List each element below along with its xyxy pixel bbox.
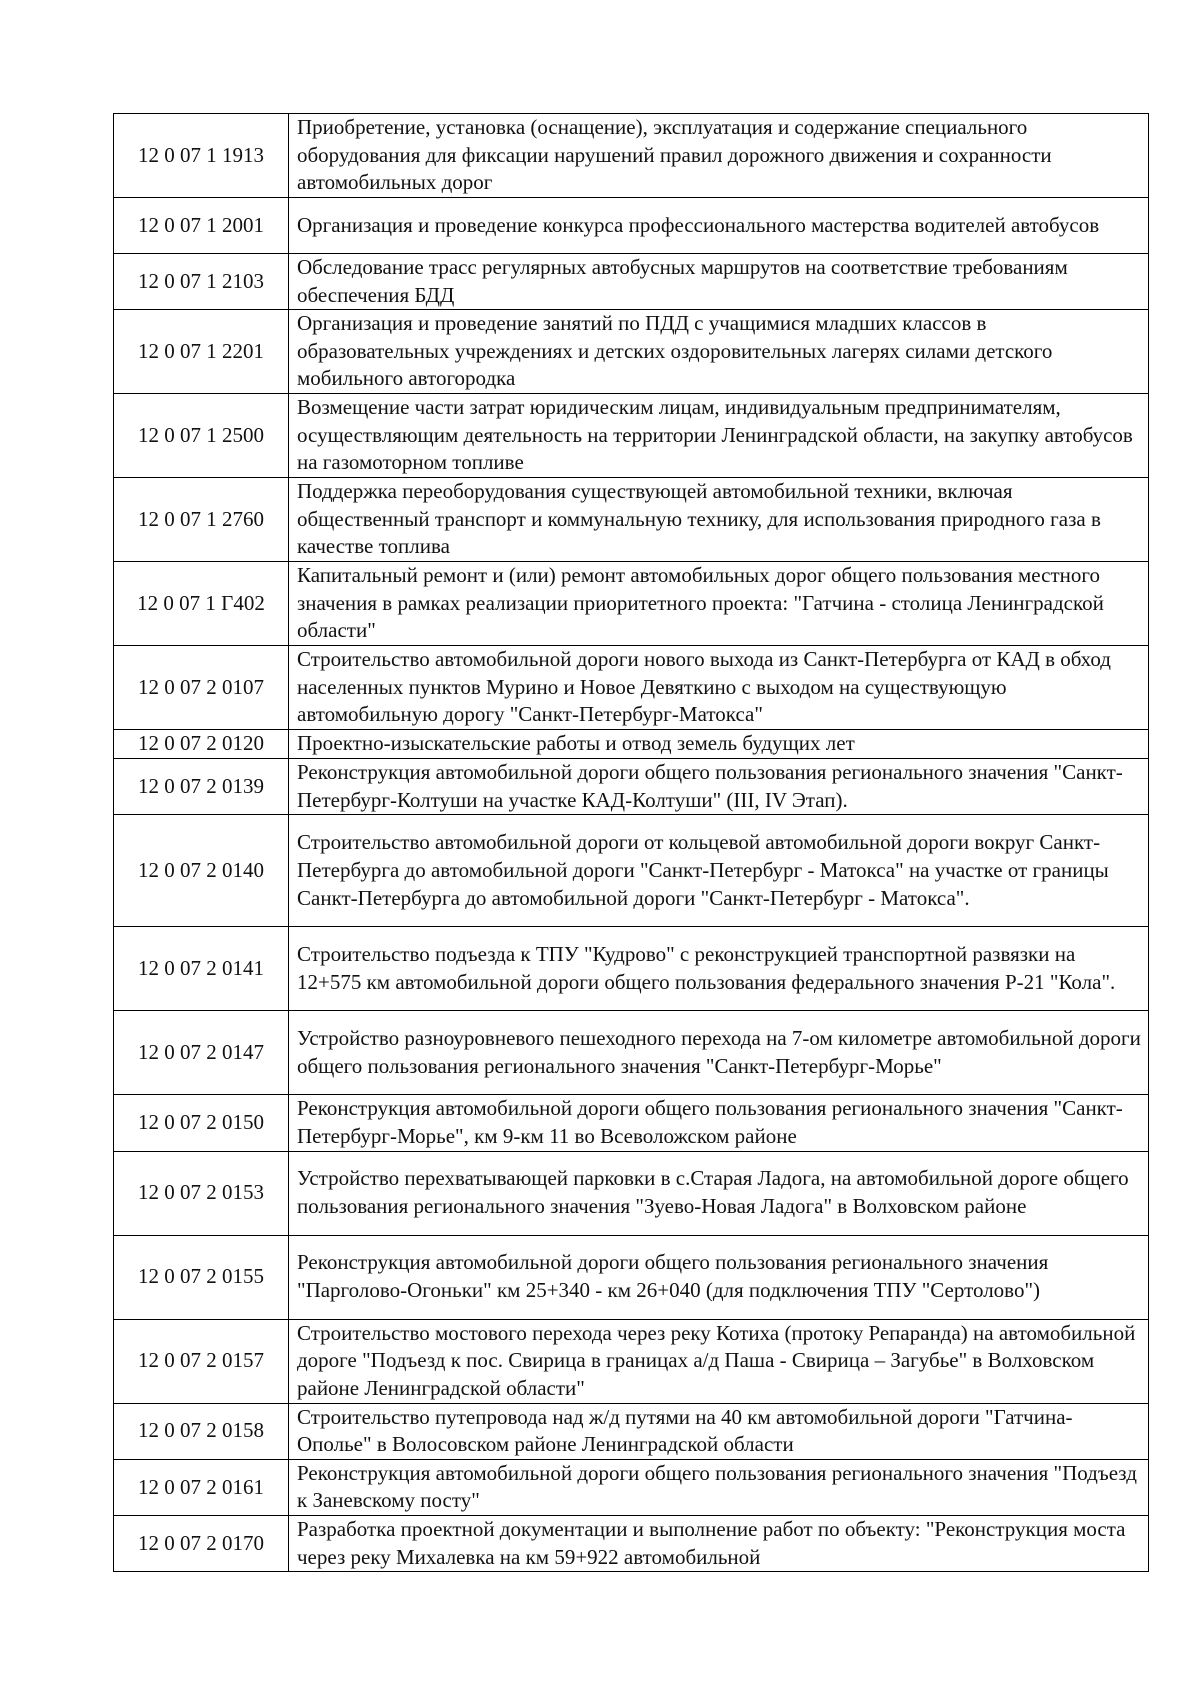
description-cell: Строительство подъезда к ТПУ "Кудрово" с реконструкцией транспортной развязки на 12+575 км автомобильной дороги общего пользования федерального значения Р-21 "Кола".	[289, 927, 1149, 1011]
code-cell: 12 0 07 1 2500	[114, 394, 289, 478]
code-cell: 12 0 07 2 0140	[114, 815, 289, 927]
description-cell: Возмещение части затрат юридическим лицам, индивидуальным предпринимателям, осуществляющим деятельность на территории Ленинградской области, на закупку автобусов на газомоторном топливе	[289, 394, 1149, 478]
code-cell: 12 0 07 2 0155	[114, 1235, 289, 1319]
table-row	[114, 815, 1149, 927]
description-cell: Проектно-изыскательские работы и отвод земель будущих лет	[289, 730, 1149, 759]
table-row	[114, 394, 1149, 478]
table-row	[114, 1151, 1149, 1235]
budget-code-table	[113, 113, 1149, 1572]
description-cell: Реконструкция автомобильной дороги общего пользования регионального значения "Подъезд к Заневскому посту"	[289, 1459, 1149, 1515]
table-row	[114, 254, 1149, 310]
table-body	[114, 114, 1149, 1572]
code-cell: 12 0 07 1 1913	[114, 114, 289, 198]
code-cell: 12 0 07 2 0153	[114, 1151, 289, 1235]
table-row	[114, 114, 1149, 198]
description-cell: Устройство разноуровневого пешеходного перехода на 7-ом километре автомобильной дороги общего пользования регионального значения "Санкт-Петербург-Морье"	[289, 1011, 1149, 1095]
table-row	[114, 1319, 1149, 1403]
code-cell: 12 0 07 1 Г402	[114, 562, 289, 646]
code-cell: 12 0 07 1 2760	[114, 478, 289, 562]
table-row	[114, 1235, 1149, 1319]
table-row	[114, 646, 1149, 730]
code-cell: 12 0 07 2 0147	[114, 1011, 289, 1095]
table-row	[114, 730, 1149, 759]
description-cell: Разработка проектной документации и выполнение работ по объекту: "Реконструкция моста через реку Михалевка на км 59+922 автомобильной	[289, 1515, 1149, 1571]
description-cell: Капитальный ремонт и (или) ремонт автомобильных дорог общего пользования местного значения в рамках реализации приоритетного проекта: "Гатчина - столица Ленинградской области"	[289, 562, 1149, 646]
table-row	[114, 1095, 1149, 1151]
code-cell: 12 0 07 2 0158	[114, 1403, 289, 1459]
description-cell: Поддержка переоборудования существующей автомобильной техники, включая общественный транспорт и коммунальную технику, для использования природного газа в качестве топлива	[289, 478, 1149, 562]
description-cell: Строительство путепровода над ж/д путями на 40 км автомобильной дороги "Гатчина-Ополье" в Волосовском районе Ленинградской области	[289, 1403, 1149, 1459]
table-row	[114, 1515, 1149, 1571]
description-cell: Реконструкция автомобильной дороги общего пользования регионального значения "Парголово-Огоньки" км 25+340 - км 26+040 (для подключения ТПУ "Сертолово")	[289, 1235, 1149, 1319]
code-cell: 12 0 07 2 0141	[114, 927, 289, 1011]
table-row	[114, 562, 1149, 646]
table-row	[114, 198, 1149, 254]
code-cell: 12 0 07 1 2201	[114, 310, 289, 394]
table-row	[114, 927, 1149, 1011]
table-row	[114, 310, 1149, 394]
description-cell: Строительство автомобильной дороги от кольцевой автомобильной дороги вокруг Санкт-Петербурга до автомобильной дороги "Санкт-Петербург - Матокса" на участке от границы Санкт-Петербурга до автомобильной дороги "Санкт-Петербург - Матокса".	[289, 815, 1149, 927]
code-cell: 12 0 07 2 0170	[114, 1515, 289, 1571]
table-row	[114, 478, 1149, 562]
code-cell: 12 0 07 2 0161	[114, 1459, 289, 1515]
description-cell: Устройство перехватывающей парковки в с.Старая Ладога, на автомобильной дороге общего пользования регионального значения "Зуево-Новая Ладога" в Волховском районе	[289, 1151, 1149, 1235]
description-cell: Строительство мостового перехода через реку Котиха (протоку Репаранда) на автомобильной дороге "Подъезд к пос. Свирица в границах а/д Паша - Свирица – Загубье" в Волховском районе Ленинградской области"	[289, 1319, 1149, 1403]
code-cell: 12 0 07 2 0120	[114, 730, 289, 759]
table-row	[114, 1459, 1149, 1515]
code-cell: 12 0 07 2 0139	[114, 759, 289, 815]
description-cell: Строительство автомобильной дороги нового выхода из Санкт-Петербурга от КАД в обход населенных пунктов Мурино и Новое Девяткино с выходом на существующую автомобильную дорогу "Санкт-Петербург-Матокса"	[289, 646, 1149, 730]
description-cell: Реконструкция автомобильной дороги общего пользования регионального значения "Санкт-Петербург-Колтуши на участке КАД-Колтуши" (III, IV Этап).	[289, 759, 1149, 815]
description-cell: Организация и проведение занятий по ПДД с учащимися младших классов в образовательных учреждениях и детских оздоровительных лагерях силами детского мобильного автогородка	[289, 310, 1149, 394]
table-row	[114, 1011, 1149, 1095]
description-cell: Реконструкция автомобильной дороги общего пользования регионального значения "Санкт-Петербург-Морье", км 9-км 11 во Всеволожском районе	[289, 1095, 1149, 1151]
table-row	[114, 759, 1149, 815]
code-cell: 12 0 07 2 0150	[114, 1095, 289, 1151]
table-row	[114, 1403, 1149, 1459]
code-cell: 12 0 07 1 2001	[114, 198, 289, 254]
description-cell: Обследование трасс регулярных автобусных маршрутов на соответствие требованиям обеспечения БДД	[289, 254, 1149, 310]
code-cell: 12 0 07 2 0107	[114, 646, 289, 730]
description-cell: Приобретение, установка (оснащение), эксплуатация и содержание специального оборудования для фиксации нарушений правил дорожного движения и сохранности автомобильных дорог	[289, 114, 1149, 198]
code-cell: 12 0 07 2 0157	[114, 1319, 289, 1403]
code-cell: 12 0 07 1 2103	[114, 254, 289, 310]
description-cell: Организация и проведение конкурса профессионального мастерства водителей автобусов	[289, 198, 1149, 254]
